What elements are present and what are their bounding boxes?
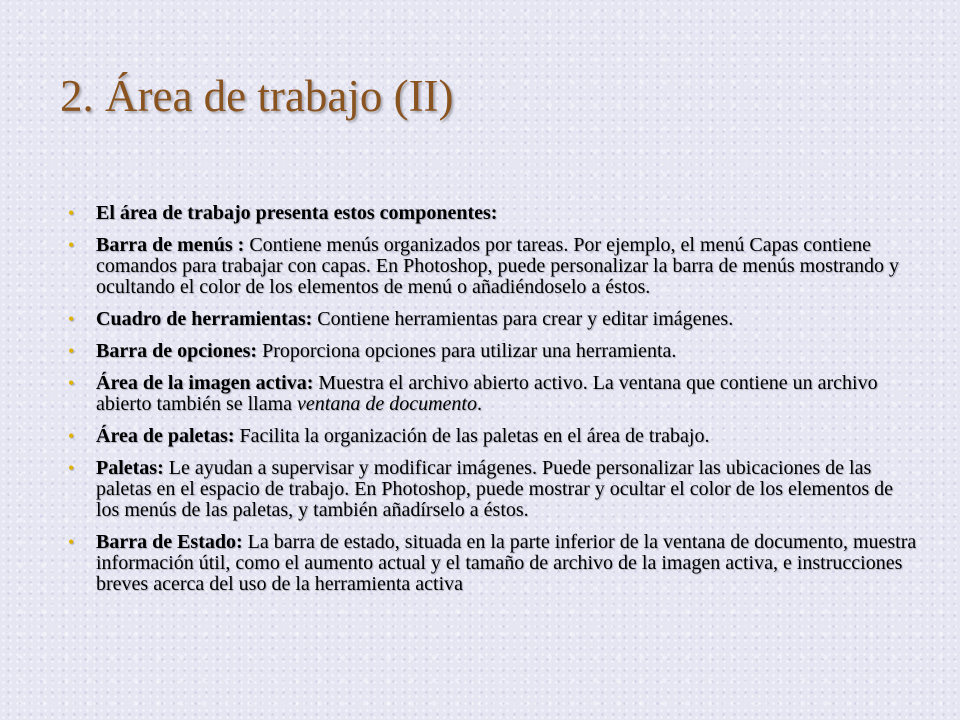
bullet-lead: Barra de menús : [96,234,245,256]
bullet-item-palettes [68,458,920,521]
bullet-icon: • [68,426,75,446]
bullet-text: Contiene herramientas para crear y editar imágenes. [312,308,734,330]
bullet-icon: • [68,235,75,255]
bullet-item-intro [68,203,920,224]
bullet-item-options-bar [68,341,920,362]
bullet-text: Facilita la organización de las paletas en el área de trabajo. [234,425,710,447]
bullet-icon: • [68,203,75,223]
bullet-item-toolbox [68,309,920,330]
bullet-list [68,203,920,606]
bullet-text: La barra de estado, situada en la parte inferior de la ventana de documento, muestra información útil, como el aumento actual y el tamaño de archivo de la imagen activa, e instrucciones breves acerca del uso de la herramienta activa [96,531,917,595]
bullet-lead: Área de la imagen activa: [96,372,314,394]
bullet-lead: Barra de opciones: [96,340,258,362]
bullet-lead: Área de paletas: [96,425,235,447]
bullet-tail: . [477,393,482,415]
bullet-icon: • [68,373,75,393]
bullet-item-menu-bar [68,235,920,298]
bullet-lead: El área de trabajo presenta estos componentes: [96,202,498,224]
bullet-lead: Paletas: [96,457,164,479]
bullet-lead: Barra de Estado: [96,531,243,553]
bullet-text: Proporciona opciones para utilizar una herramienta. [257,340,677,362]
bullet-text: Contiene menús organizados por tareas. Por ejemplo, el menú Capas contiene comandos para trabajar con capas. En Photoshop, puede personalizar la barra de menús mostrando y ocultando el color de los elementos de menú o añadiéndoselo a éstos. [96,234,900,298]
slide-title: 2. Área de trabajo (II) [60,71,454,121]
bullet-icon: • [68,341,75,361]
bullet-item-status-bar [68,532,920,595]
bullet-item-active-image-area [68,373,920,415]
bullet-icon: • [68,532,75,552]
bullet-text: Le ayudan a supervisar y modificar imágenes. Puede personalizar las ubicaciones de las paletas en el espacio de trabajo. En Photoshop, puede mostrar y ocultar el color de los elementos de los menús de las paletas, y también añadírselo a éstos. [96,457,893,521]
bullet-item-palette-area [68,426,920,447]
bullet-icon: • [68,458,75,478]
bullet-icon: • [68,309,75,329]
bullet-lead: Cuadro de herramientas: [96,308,313,330]
bullet-text: Muestra el archivo abierto activo. La ventana que contiene un archivo abierto también se llama [96,372,878,415]
bullet-italic-term: ventana de documento [297,393,477,415]
